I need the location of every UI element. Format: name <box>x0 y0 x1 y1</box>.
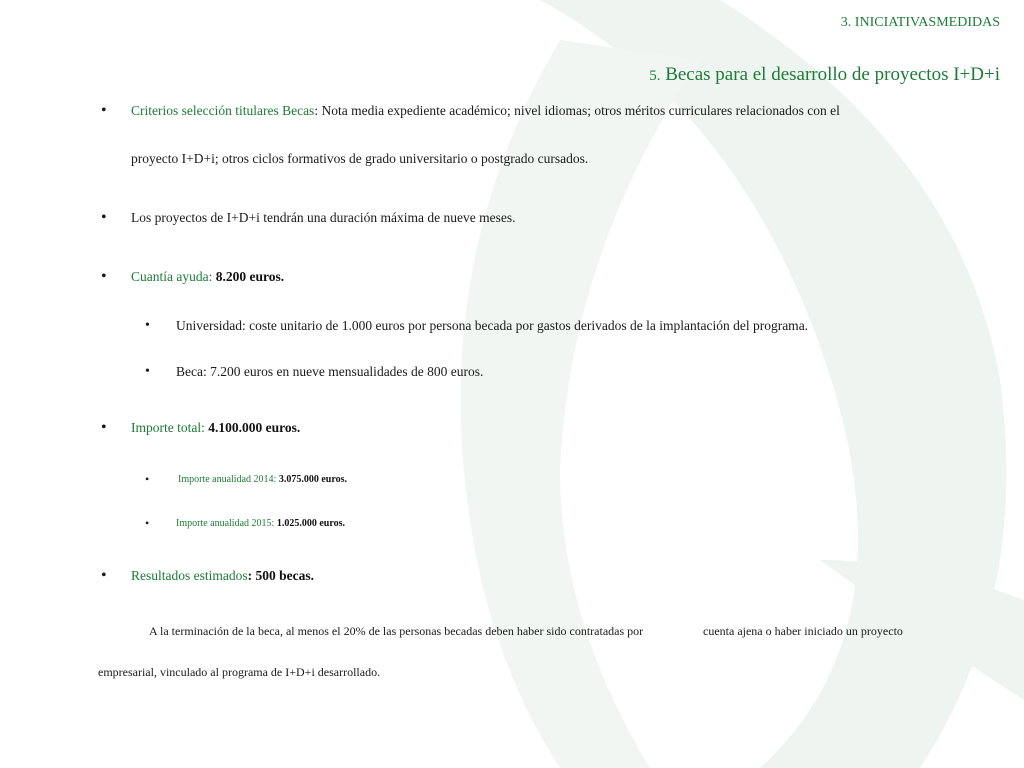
sub-bullet-anualidad-2015 <box>145 515 345 533</box>
universidad-text: Universidad: coste unitario de 1.000 euros por persona becada por gastos derivados de la implantación del programa. <box>176 318 809 333</box>
bullet-dot: • <box>145 472 150 486</box>
criterios-label: Criterios selección titulares Becas <box>131 103 315 118</box>
bullet-criterios <box>101 102 840 120</box>
beca-text: Beca: 7.200 euros en nueve mensualidades de 800 euros. <box>176 364 484 379</box>
bullet-dot: • <box>101 567 107 584</box>
importe-value: 4.100.000 euros. <box>204 420 301 435</box>
anualidad-2015-label: Importe anualidad 2015: <box>176 518 275 529</box>
resultados-label: Resultados estimados <box>131 568 248 583</box>
bullet-resultados <box>101 567 314 585</box>
sub-bullet-anualidad-2014 <box>145 471 347 489</box>
bullet-dot: • <box>145 318 150 333</box>
title-text: Becas para el desarrollo de proyectos I+D+i <box>665 64 1000 85</box>
cuantia-value: 8.200 euros. <box>212 269 285 284</box>
criterios-continuation <box>131 150 588 168</box>
note-line-1b: cuenta ajena o haber iniciado un proyecto <box>703 624 903 638</box>
bullet-dot: • <box>145 516 150 530</box>
title-number: 5. <box>649 68 661 84</box>
importe-label: Importe total: <box>131 420 205 435</box>
note-line-2: empresarial, vinculado al programa de I+D+i desarrollado. <box>98 665 381 679</box>
resultados-value: : 500 becas. <box>247 568 314 583</box>
section-header: 3. INICIATIVASMEDIDAS <box>840 15 1000 30</box>
anualidad-2014-label: Importe anualidad 2014: <box>178 474 277 485</box>
sub-bullet-beca <box>145 363 484 381</box>
bullet-cuantia <box>101 268 285 286</box>
cuantia-label: Cuantía ayuda: <box>131 269 213 284</box>
bullet-dot: • <box>101 102 107 119</box>
anualidad-2015-value: 1.025.000 euros. <box>274 518 345 529</box>
bullet-dot: • <box>101 419 107 436</box>
criterios-text-2: proyecto I+D+i; otros ciclos formativos de grado universitario o postgrado cursados. <box>131 151 589 166</box>
duracion-text: Los proyectos de I+D+i tendrán una duración máxima de nueve meses. <box>131 210 516 225</box>
anualidad-2014-value: 3.075.000 euros. <box>276 474 347 485</box>
bullet-dot: • <box>101 268 107 285</box>
sub-bullet-universidad <box>145 317 809 335</box>
note-line-1a: A la terminación de la beca, al menos el 20% de las personas becadas deben haber sido contratadas por <box>149 624 644 638</box>
bullet-dot: • <box>101 209 107 226</box>
bullet-importe <box>101 419 301 437</box>
bullet-dot: • <box>145 364 150 379</box>
bullet-duracion <box>101 209 516 227</box>
criterios-text-1: Nota media expediente académico; nivel idiomas; otros méritos curriculares relacionados con el <box>318 103 840 118</box>
slide-title <box>649 64 1000 86</box>
criterios-colon: : <box>314 103 319 118</box>
